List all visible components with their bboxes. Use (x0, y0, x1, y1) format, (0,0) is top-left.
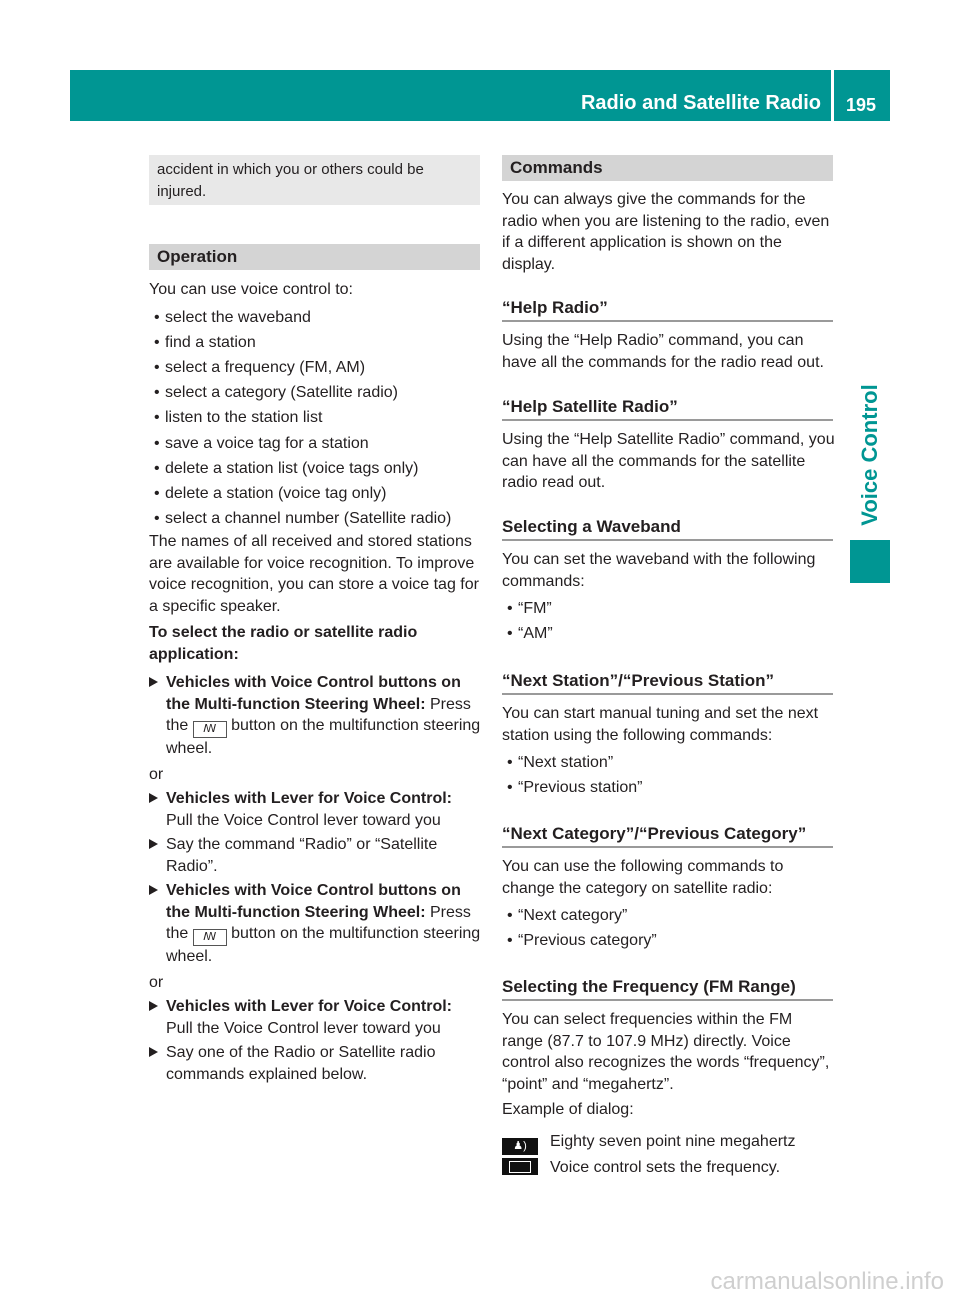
section-body (502, 549, 836, 646)
dialog-text: Eighty seven point nine megahertz (550, 1132, 796, 1150)
step (149, 1042, 483, 1085)
step-text: button on the multifunction steering wheel. (166, 717, 481, 758)
step-label: Vehicles with Lever for Voice Control: (166, 790, 452, 808)
step-arrow-icon (149, 793, 158, 803)
side-tab-label: Voice Control (857, 384, 882, 526)
page-number: 195 (846, 95, 877, 115)
example-label: Example of dialog: (502, 1101, 634, 1118)
watermark: carmanualsonline.info (710, 1268, 944, 1295)
list-item: • select a category (Satellite radio) (149, 380, 483, 405)
side-tab-marker (850, 540, 890, 583)
step-arrow-icon (149, 677, 158, 687)
step-text: Press the (166, 903, 471, 943)
list-item: • select a frequency (FM, AM) (149, 355, 483, 380)
heading-selecting-waveband: Selecting a Waveband (502, 516, 833, 541)
section-body (502, 856, 836, 953)
step-arrow-icon (149, 885, 158, 895)
list-item: • delete a station list (voice tags only) (149, 456, 483, 481)
heading-help-satellite-radio: “Help Satellite Radio” (502, 396, 833, 421)
step-text: button on the multifunction steering wheel. (166, 925, 481, 966)
paragraph: You can select frequencies within the FM range (87.7 to 107.9 MHz) directly. Voice control also recognizes the words “frequency”, “point” and “megahertz”. (502, 1011, 830, 1093)
step (149, 672, 483, 760)
list-item: • select a channel number (Satellite radio) (149, 506, 483, 531)
paragraph: Using the “Help Satellite Radio” command, you can have all the commands for the satellite radio read out. (502, 431, 835, 491)
section-body (502, 703, 836, 800)
step (149, 880, 483, 968)
step-text: Say the command “Radio” or “Satellite Radio”. (166, 836, 438, 875)
paragraph: You can start manual tuning and set the next station using the following commands: (502, 705, 819, 744)
section-body (502, 1009, 836, 1180)
operation-bullets (149, 305, 483, 532)
list-item: • “Previous station” (502, 775, 836, 800)
step (149, 996, 483, 1039)
step-label: Vehicles with Voice Control buttons on the Multi-function Steering Wheel: (166, 674, 461, 713)
list-item: • delete a station (voice tag only) (149, 481, 483, 506)
or-text: or (149, 973, 164, 991)
left-column (149, 279, 483, 1085)
dialog-text: Voice control sets the frequency. (550, 1158, 781, 1176)
voice-control-button-icon: ꟿ (193, 721, 227, 738)
list-item: • “Next category” (502, 903, 836, 928)
section-heading-commands: Commands (502, 155, 833, 181)
dialog (502, 1129, 836, 1180)
voice-control-button-icon: ꟿ (193, 929, 227, 946)
warning-box: accident in which you or others could be injured. (149, 155, 480, 205)
paragraph: Using the “Help Radio” command, you can have all the commands for the radio read out. (502, 332, 824, 371)
screen-icon (502, 1158, 538, 1175)
operation-intro: You can use voice control to: (149, 281, 353, 298)
step-text: Press the (166, 695, 471, 735)
step (149, 834, 483, 877)
step-arrow-icon (149, 1047, 158, 1057)
step-arrow-icon (149, 839, 158, 849)
step (149, 788, 483, 831)
step-label: Vehicles with Voice Control buttons on the Multi-function Steering Wheel: (166, 882, 461, 921)
list-item: • “FM” (502, 596, 836, 621)
list-item: • “Previous category” (502, 928, 836, 953)
heading-next-previous-category: “Next Category”/“Previous Category” (502, 823, 833, 848)
paragraph: You can set the waveband with the following commands: (502, 551, 816, 590)
step-text: Pull the Voice Control lever toward you (166, 811, 441, 829)
section-heading-operation: Operation (149, 244, 480, 270)
dialog-line (502, 1155, 836, 1180)
heading-selecting-frequency: Selecting the Frequency (FM Range) (502, 976, 833, 1001)
step-text: Say one of the Radio or Satellite radio commands explained below. (166, 1044, 436, 1083)
speaker-icon: ♟) (502, 1138, 538, 1155)
paragraph: You can use the following commands to change the category on satellite radio: (502, 858, 784, 897)
commands-paragraph: You can always give the commands for the radio when you are listening to the radio, even if a different application is shown on the display. (502, 191, 830, 273)
list-item: • “AM” (502, 621, 836, 646)
list-item: • “Next station” (502, 750, 836, 775)
step-text: Pull the Voice Control lever toward you (166, 1019, 441, 1037)
header-title: Radio and Satellite Radio (580, 92, 821, 114)
header-bar (70, 70, 831, 121)
dialog-line (502, 1129, 836, 1155)
list-item: • save a voice tag for a station (149, 431, 483, 456)
list-item: • select the waveband (149, 305, 483, 330)
heading-help-radio: “Help Radio” (502, 297, 833, 322)
heading-next-previous-station: “Next Station”/“Previous Station” (502, 670, 833, 695)
subheading: To select the radio or satellite radio application: (149, 624, 418, 663)
step-label: Vehicles with Lever for Voice Control: (166, 998, 452, 1016)
or-text: or (149, 765, 164, 783)
operation-paragraph: The names of all received and stored stations are available for voice recognition. To improve voice recognition, you can store a voice tag for a specific speaker. (149, 533, 479, 615)
step-arrow-icon (149, 1001, 158, 1011)
list-item: • find a station (149, 330, 483, 355)
list-item: • listen to the station list (149, 405, 483, 430)
page-number-box (834, 70, 890, 121)
